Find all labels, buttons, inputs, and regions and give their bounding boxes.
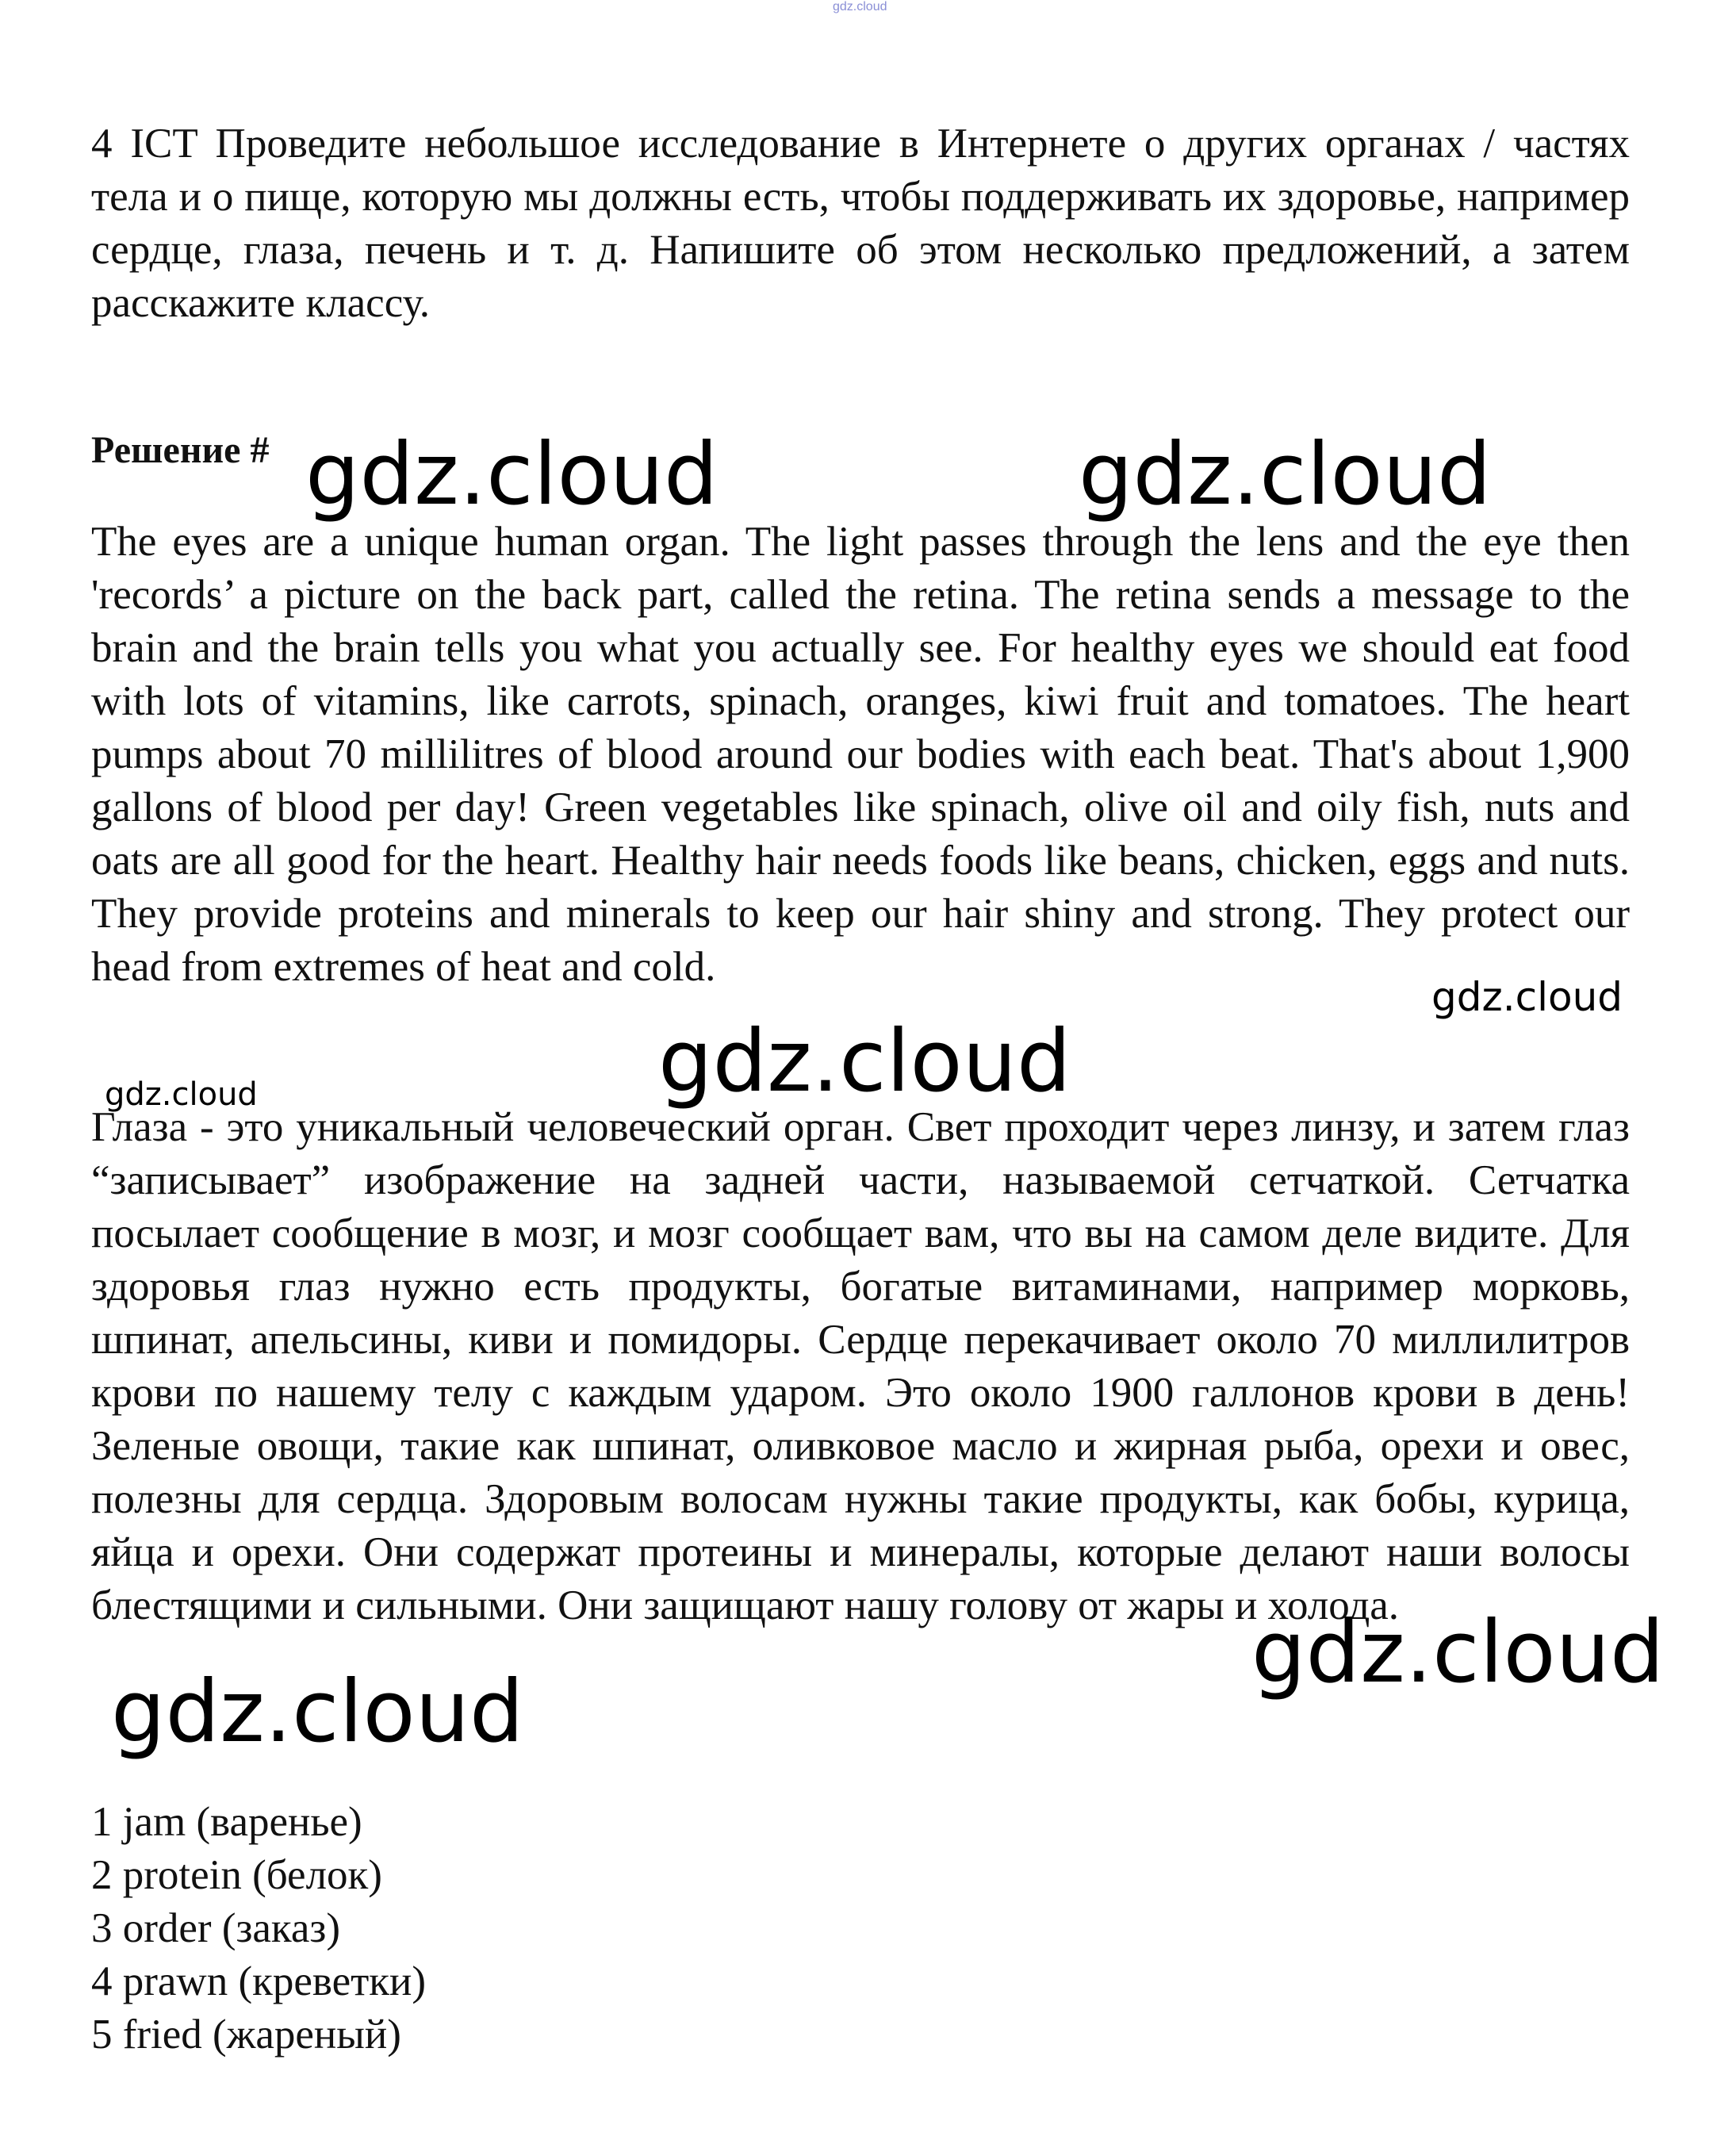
- watermark: gdz.cloud: [1431, 974, 1623, 1020]
- english-answer-text: The eyes are a unique human organ. The light passes through the lens and the eye then 'records’ a picture on the back part, called the retina. The retina sends a message to the brain and the brain tells you what you actually see. For healthy eyes we should eat food with lots of vitamins, like carrots, spinach, oranges, kiwi fruit and tomatoes. The heart pumps about 70 millilitres of blood around our bodies with each beat. That's about 1,900 gallons of blood per day! Green vegetables like spinach, olive oil and oily fish, nuts and oats are all good for the heart. Healthy hair needs foods like beans, chicken, eggs and nuts. They provide proteins and minerals to keep our hair shiny and strong. They protect our head from extremes of heat and cold.: [91, 519, 1630, 990]
- watermark: gdz.cloud: [305, 425, 719, 524]
- vocabulary-item: 2 protein (белок): [91, 1852, 382, 1898]
- watermark: gdz.cloud: [658, 1012, 1071, 1111]
- russian-answer-text: Глаза - это уникальный человеческий орган. Свет проходит через линзу, и затем глаз “записывает” изображение на задней части, называемой сетчаткой. Сетчатка посылает сообщение в мозг, и мозг сообщает вам, что вы на самом деле видите. Для здоровья глаз нужно есть продукты, богатые витаминами, например морковь, шпинат, апельсины, киви и помидоры. Сердце перекачивает около 70 миллилитров крови по нашему телу с каждым ударом. Это около 1900 галлонов крови в день! Зеленые овощи, такие как шпинат, оливковое масло и жирная рыба, орехи и овес, полезны для сердца. Здоровым волосам нужны такие продукты, как бобы, курица, яйца и орехи. Они содержат протеины и минералы, которые делают наши волосы блестящими и сильными. Они защищают нашу голову от жары и холода.: [91, 1104, 1630, 1628]
- vocabulary-item: 1 jam (варенье): [91, 1799, 362, 1845]
- watermark: gdz.cloud: [1079, 425, 1492, 524]
- task-text: 4 ICT Проведите небольшое исследование в Интернете о других органах / частях тела и о пище, которую мы должны есть, чтобы поддерживать их здоровье, например сердце, глаза, печень и т. д. Напишите об этом несколько предложений, а затем расскажите классу.: [91, 121, 1630, 326]
- vocabulary-item: 5 fried (жареный): [91, 2012, 401, 2058]
- watermark: gdz.cloud: [105, 1076, 258, 1113]
- vocabulary-item: 4 prawn (креветки): [91, 1958, 427, 2004]
- watermark: gdz.cloud: [111, 1663, 524, 1762]
- vocabulary-item: 3 order (заказ): [91, 1905, 340, 1951]
- top-watermark: gdz.cloud: [833, 0, 887, 13]
- solution-heading: Решение #: [91, 429, 270, 471]
- vocabulary-list: [91, 1796, 426, 2062]
- watermark: gdz.cloud: [1251, 1603, 1665, 1702]
